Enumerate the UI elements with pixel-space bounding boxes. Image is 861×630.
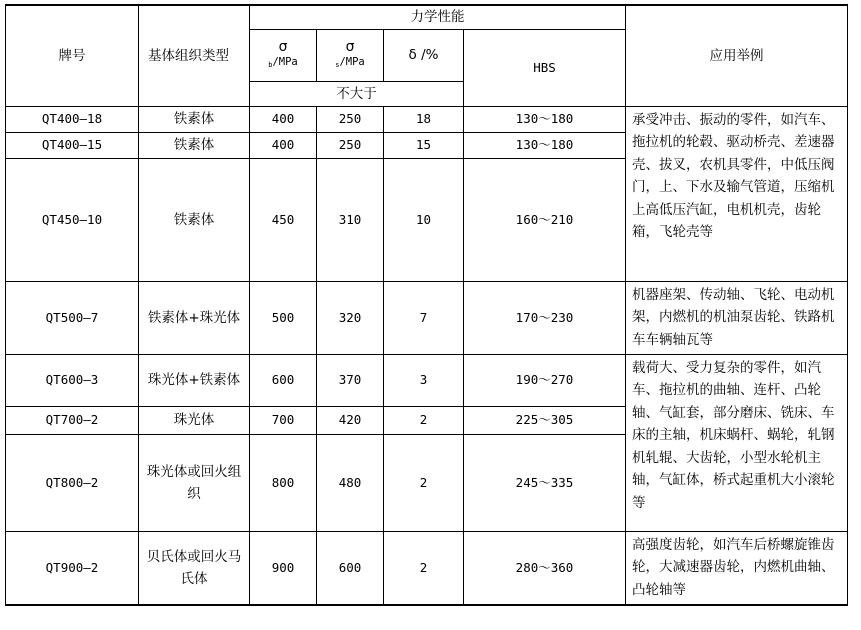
application-cell: 载荷大、受力复杂的零件，如汽车、拖拉机的曲轴、连杆、凸轮轴、气缸套，部分磨床、铣床、车床的主轴，机床蜗杆、蜗轮，轧钢机轧辊、大齿轮，小型水轮机主轴，气缸体，桥式起重机大小滚轮等	[626, 354, 848, 531]
hbs-cell: 130～180	[464, 132, 626, 158]
sigma-b-symbol: σ	[278, 38, 288, 55]
sigma-b-subscript: b	[268, 60, 273, 69]
delta-cell: 2	[384, 406, 464, 434]
sigma-b-cell: 400	[250, 106, 317, 132]
sigma-s-cell: 600	[317, 531, 384, 605]
sigma-b-cell: 600	[250, 354, 317, 406]
header-delta: δ /%	[384, 29, 464, 81]
header-not-less: 不大于	[250, 81, 464, 106]
header-grade: 牌号	[6, 5, 139, 106]
header-sigma-b	[250, 29, 317, 81]
ductile-iron-properties-table	[5, 4, 848, 606]
sigma-s-cell: 370	[317, 354, 384, 406]
matrix-cell: 珠光体+铁素体	[139, 354, 250, 406]
sigma-s-unit: /MPa	[339, 55, 365, 68]
sigma-s-cell: 250	[317, 132, 384, 158]
ductile-iron-table-wrapper	[5, 4, 847, 606]
delta-cell: 3	[384, 354, 464, 406]
sigma-b-cell: 500	[250, 281, 317, 354]
delta-cell: 15	[384, 132, 464, 158]
matrix-cell: 珠光体或回火组织	[139, 434, 250, 531]
sigma-s-cell: 320	[317, 281, 384, 354]
grade-cell: QT500—7	[6, 281, 139, 354]
sigma-b-cell: 700	[250, 406, 317, 434]
sigma-s-unit-line	[320, 55, 380, 72]
application-cell: 机器座架、传动轴、飞轮、电动机架，内燃机的机油泵齿轮、铁路机车车辆轴瓦等	[626, 281, 848, 354]
matrix-cell: 铁素体	[139, 158, 250, 281]
hbs-cell: 245～335	[464, 434, 626, 531]
matrix-cell: 铁素体	[139, 106, 250, 132]
matrix-cell: 铁素体	[139, 132, 250, 158]
delta-cell: 7	[384, 281, 464, 354]
hbs-cell: 280～360	[464, 531, 626, 605]
sigma-s-cell: 480	[317, 434, 384, 531]
header-row-1	[6, 5, 848, 29]
sigma-b-cell: 900	[250, 531, 317, 605]
hbs-cell: 160～210	[464, 158, 626, 281]
header-application: 应用举例	[626, 5, 848, 106]
grade-cell: QT600—3	[6, 354, 139, 406]
sigma-b-cell: 400	[250, 132, 317, 158]
sigma-b-cell: 450	[250, 158, 317, 281]
hbs-cell: 130～180	[464, 106, 626, 132]
sigma-b-cell: 800	[250, 434, 317, 531]
grade-cell: QT400—18	[6, 106, 139, 132]
grade-cell: QT800—2	[6, 434, 139, 531]
grade-cell: QT450—10	[6, 158, 139, 281]
matrix-cell: 珠光体	[139, 406, 250, 434]
header-hbs: HBS	[464, 29, 626, 106]
delta-cell: 2	[384, 531, 464, 605]
table-row	[6, 531, 848, 605]
hbs-cell: 170～230	[464, 281, 626, 354]
sigma-s-cell: 250	[317, 106, 384, 132]
grade-cell: QT400—15	[6, 132, 139, 158]
sigma-s-subscript: s	[335, 60, 340, 69]
application-cell: 高强度齿轮，如汽车后桥螺旋锥齿轮，大减速器齿轮，内燃机曲轴、凸轮轴等	[626, 531, 848, 605]
sigma-b-unit-line	[253, 55, 313, 72]
header-sigma-s	[317, 29, 384, 81]
sigma-s-cell: 310	[317, 158, 384, 281]
grade-cell: QT900—2	[6, 531, 139, 605]
matrix-cell: 铁素体+珠光体	[139, 281, 250, 354]
header-matrix: 基体组织类型	[139, 5, 250, 106]
delta-cell: 18	[384, 106, 464, 132]
sigma-b-unit: /MPa	[272, 55, 298, 68]
sigma-s-cell: 420	[317, 406, 384, 434]
sigma-s-symbol: σ	[345, 38, 355, 55]
header-mechanical-properties: 力学性能	[250, 5, 626, 29]
hbs-cell: 190～270	[464, 354, 626, 406]
grade-cell: QT700—2	[6, 406, 139, 434]
application-cell: 承受冲击、振动的零件，如汽车、拖拉机的轮毂、驱动桥壳、差速器壳、拔叉，农机具零件，中低压阀门，上、下水及输气管道，压缩机上高低压汽缸，电机机壳，齿轮箱，飞轮壳等	[626, 106, 848, 281]
table-row	[6, 106, 848, 132]
table-row	[6, 354, 848, 406]
delta-cell: 2	[384, 434, 464, 531]
hbs-cell: 225～305	[464, 406, 626, 434]
table-row	[6, 281, 848, 354]
matrix-cell: 贝氏体或回火马氏体	[139, 531, 250, 605]
delta-cell: 10	[384, 158, 464, 281]
